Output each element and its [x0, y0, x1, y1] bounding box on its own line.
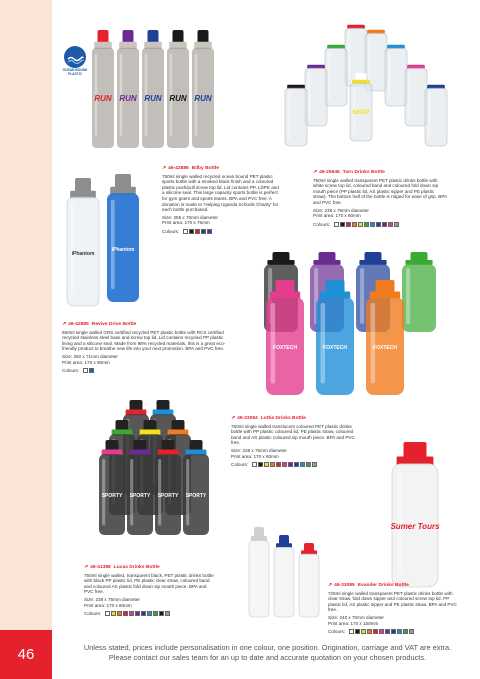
product-size: Size: 238 x 75mm diameter: [313, 207, 369, 213]
colour-swatch: [258, 462, 263, 467]
bottle-print-text: SPORTY: [129, 493, 151, 499]
evander-large-bottle-photo: [380, 440, 455, 590]
tarn-bottles-photo: [275, 18, 465, 148]
arrow-icon: ↗: [231, 416, 236, 421]
colour-swatch: [105, 611, 110, 616]
bottle-print-text: iPhantom: [71, 250, 95, 257]
product-print-area: Print area: 170 x 75mm: [162, 220, 210, 226]
bottle-print-text: FOXTECH: [323, 345, 347, 351]
colour-swatch: [141, 611, 146, 616]
colour-swatch: [346, 222, 351, 227]
colour-swatch: [352, 222, 357, 227]
bottle: [350, 73, 372, 141]
lottie-bottles-photo: [244, 250, 440, 400]
colour-swatch: [397, 629, 402, 634]
product-description: 750ml single walled translucent coloured PET plastic drinks bottle with PP plastic coloured lid, PE plastic straw, coloured band and AS plastic coloured sip mouth piece. BPA and PVC free.: [231, 423, 355, 446]
colour-swatch: [403, 629, 408, 634]
bottle-print-text: Sumer Tours: [390, 522, 440, 531]
product-name: Lottie Drinks Bottle: [260, 416, 306, 421]
bottle-print-text: RUN: [144, 93, 162, 103]
product-print-area: Print area: 170 x 150mm: [328, 620, 379, 626]
product-description: 650ml single walled GRS certified recycled PET plastic bottle with RCS certified recycled stainless steel base and screw top lid. Lid contains recycled PP plastic lining and a silicone seal. Made from 98% recycled materials, this is a great eco-friendly product to breathe new life into your next promotion. BPA and PVC free.: [62, 329, 226, 352]
bottle-print-text: SPORTY: [157, 493, 179, 499]
product-bilby: [162, 166, 282, 235]
bottle: [167, 30, 189, 148]
colour-swatch: [340, 222, 345, 227]
evander-small-bottles-photo: [245, 525, 325, 625]
arrow-icon: ↗: [162, 166, 167, 171]
colour-swatch: [207, 229, 212, 234]
colour-swatch: [300, 462, 305, 467]
bottle-print-text: RUN: [94, 93, 112, 103]
colours-label: Colours:: [62, 368, 80, 374]
product-code: 46-42886: [168, 166, 189, 171]
colour-swatch: [334, 222, 339, 227]
colour-swatches: [328, 629, 458, 635]
bottle: [390, 442, 440, 587]
colour-swatch: [391, 629, 396, 634]
revive-bottles-photo: [62, 170, 147, 312]
bottle: [425, 78, 447, 146]
bottle: [405, 58, 427, 126]
product-code: 46-41388: [90, 565, 111, 570]
colour-swatch: [282, 462, 287, 467]
colour-swatches: [62, 368, 232, 374]
bottle: [67, 178, 99, 306]
product-print-area: Print area: 170 x 60mm: [313, 213, 361, 219]
colour-swatches: [231, 462, 361, 468]
colour-swatch: [165, 611, 170, 616]
colour-swatch: [89, 368, 94, 373]
bottle: [299, 543, 319, 617]
product-print-area: Print area: 170 x 60mm: [84, 602, 132, 608]
bottle: [155, 440, 181, 535]
product-tarn: [313, 170, 448, 227]
product-title: [162, 166, 282, 172]
bottle: [316, 280, 354, 395]
colour-swatch: [147, 611, 152, 616]
footer-line-1: Unless stated, prices include personalisation in one colour, one position. Origination, carriage and VAT are extra.: [83, 643, 452, 652]
product-name: Lucas Drinks Bottle: [113, 565, 160, 570]
bottle: [127, 440, 153, 535]
colour-swatch: [153, 611, 158, 616]
product-code: 46-33085: [334, 583, 355, 588]
colour-swatch: [201, 229, 206, 234]
colour-swatch: [159, 611, 164, 616]
arrow-icon: ↗: [328, 583, 333, 588]
colour-swatch: [355, 629, 360, 634]
colour-swatch: [183, 229, 188, 234]
colours-label: Colours:: [162, 228, 180, 234]
colour-swatch: [394, 222, 399, 227]
arrow-icon: ↗: [62, 322, 67, 327]
colours-label: Colours:: [231, 462, 249, 468]
colour-swatch: [376, 222, 381, 227]
colour-swatch: [409, 629, 414, 634]
colour-swatch: [379, 629, 384, 634]
colour-swatches: [313, 222, 448, 228]
bottle-print-text: FOXTECH: [373, 345, 397, 351]
bottle-print-text: iPhantom: [111, 246, 135, 253]
colour-swatch: [123, 611, 128, 616]
product-description: 750ml single walled recycled ocean bound PET plastic sports bottle with a smoked black finish and a coloured plastic push/pull screw top lid. Lid contains PP, LDPE and a silicone seal. This large capacity sports bottle is perfect for gym goers and sports teams. BPA and PVC free. A donation is made to 'Helping Uganda Schools Charity' for each bottle purchased.: [162, 173, 279, 213]
arrow-icon: ↗: [84, 565, 89, 570]
product-lucas: [84, 565, 214, 617]
product-title: [231, 416, 361, 422]
colour-swatch: [111, 611, 116, 616]
ocean-bound-badge-text: OCEAN BOUND PLASTIC: [62, 68, 88, 76]
colours-label: Colours:: [84, 611, 102, 617]
colour-swatch: [385, 629, 390, 634]
product-description: 750ml single walled, transparent black, PET plastic drinks bottle with black PP plastic lid, PE plastic clear straw, coloured band and coloured AS plastic fold down sip mouth piece. BPA and PVC free.: [84, 572, 214, 595]
product-size: Size: 250 x 71mm diameter: [62, 353, 118, 359]
bottle: [183, 440, 209, 535]
footer-line-2: Please contact our sales team for an up to date and accurate quotation on your chosen products.: [108, 653, 427, 662]
colour-swatches: [162, 229, 282, 235]
bottle: [142, 30, 164, 148]
colour-swatch: [288, 462, 293, 467]
bilby-bottles-photo: [88, 20, 218, 160]
bottle-print-text: RUN: [119, 93, 137, 103]
product-description: 750ml single walled transparent PET plastic drinks bottle with white screw top lid, coloured band and coloured fold down sip mouth piece (PP plastic lid, AS plastic sipper and PE plastic straw). The bottom half of the bottle is ridged for ease of grip. BPA and PVC free.: [313, 177, 447, 205]
bottle: [266, 280, 304, 395]
product-title: [328, 583, 458, 589]
colour-swatch: [195, 229, 200, 234]
bottle: [117, 30, 139, 148]
colour-swatch: [129, 611, 134, 616]
colour-swatch: [252, 462, 257, 467]
colour-swatch: [370, 222, 375, 227]
colour-swatch: [189, 229, 194, 234]
product-code: 46-42885: [68, 322, 89, 327]
product-size: Size: 238 x 75mm diameter: [231, 447, 287, 453]
colour-swatch: [358, 222, 363, 227]
product-revive: [62, 322, 232, 374]
colour-swatches: [84, 611, 214, 617]
product-code: 46-25645: [319, 170, 340, 175]
product-evander: [328, 583, 458, 635]
bottle-print-text: SHOP: [352, 109, 370, 116]
product-print-area: Print area: 170 x 60mm: [231, 453, 279, 459]
colour-swatch: [276, 462, 281, 467]
product-name: Tarn Drinks Bottle: [342, 170, 385, 175]
colour-swatch: [264, 462, 269, 467]
bottle: [92, 30, 114, 148]
bottle-print-text: SPORTY: [101, 493, 123, 499]
page-number: 46: [0, 630, 52, 679]
bottle: [107, 174, 139, 302]
bottle-print-text: RUN: [194, 93, 212, 103]
product-name: Revive Drive Bottle: [91, 322, 137, 327]
product-size: Size: 240 x 70mm diameter: [328, 614, 384, 620]
product-title: [84, 565, 214, 571]
side-band: [0, 0, 52, 679]
colour-swatch: [270, 462, 275, 467]
bottle: [305, 58, 327, 126]
bottle: [402, 252, 436, 332]
bottle: [99, 440, 125, 535]
footer-disclaimer: [60, 643, 475, 663]
colour-swatch: [312, 462, 317, 467]
bottle: [325, 38, 347, 106]
colour-swatch: [83, 368, 88, 373]
product-title: [62, 322, 232, 328]
colour-swatch: [382, 222, 387, 227]
bottle: [366, 280, 404, 395]
colour-swatch: [388, 222, 393, 227]
ocean-bound-badge-icon: [64, 46, 86, 68]
bottle-print-text: SPORTY: [185, 493, 207, 499]
product-title: [313, 170, 448, 176]
lucas-bottles-photo: [95, 400, 220, 540]
colours-label: Colours:: [328, 629, 346, 635]
colour-swatch: [373, 629, 378, 634]
colour-swatch: [117, 611, 122, 616]
colours-label: Colours:: [313, 221, 331, 227]
product-name: Bilby Bottle: [191, 166, 219, 171]
product-size: Size: 238 x 75mm diameter: [84, 596, 140, 602]
colour-swatch: [294, 462, 299, 467]
colour-swatch: [349, 629, 354, 634]
product-size: Size: 255 x 70mm diameter: [162, 214, 218, 220]
arrow-icon: ↗: [313, 170, 318, 175]
colour-swatch: [367, 629, 372, 634]
product-description: 725ml single walled transparent PET plastic drinks bottle with clear straw, fold down sipper and coloured screw top lid. PP plastic lid, AS plastic sipper and PE plastic straw. BPA and PVC free.: [328, 590, 457, 613]
bottle: [385, 38, 407, 106]
product-print-area: Print area: 170 x 90mm: [62, 359, 110, 365]
colour-swatch: [135, 611, 140, 616]
product-name: Evander Drinks Bottle: [357, 583, 409, 588]
product-code: 46-33084: [237, 416, 258, 421]
bottle-print-text: FOXTECH: [273, 345, 297, 351]
bottle: [274, 535, 294, 617]
bottle: [192, 30, 214, 148]
colour-swatch: [364, 222, 369, 227]
colour-swatch: [306, 462, 311, 467]
bottle: [285, 78, 307, 146]
product-lottie: [231, 416, 361, 468]
bottle: [249, 527, 269, 617]
colour-swatch: [361, 629, 366, 634]
bottle-print-text: RUN: [169, 93, 187, 103]
